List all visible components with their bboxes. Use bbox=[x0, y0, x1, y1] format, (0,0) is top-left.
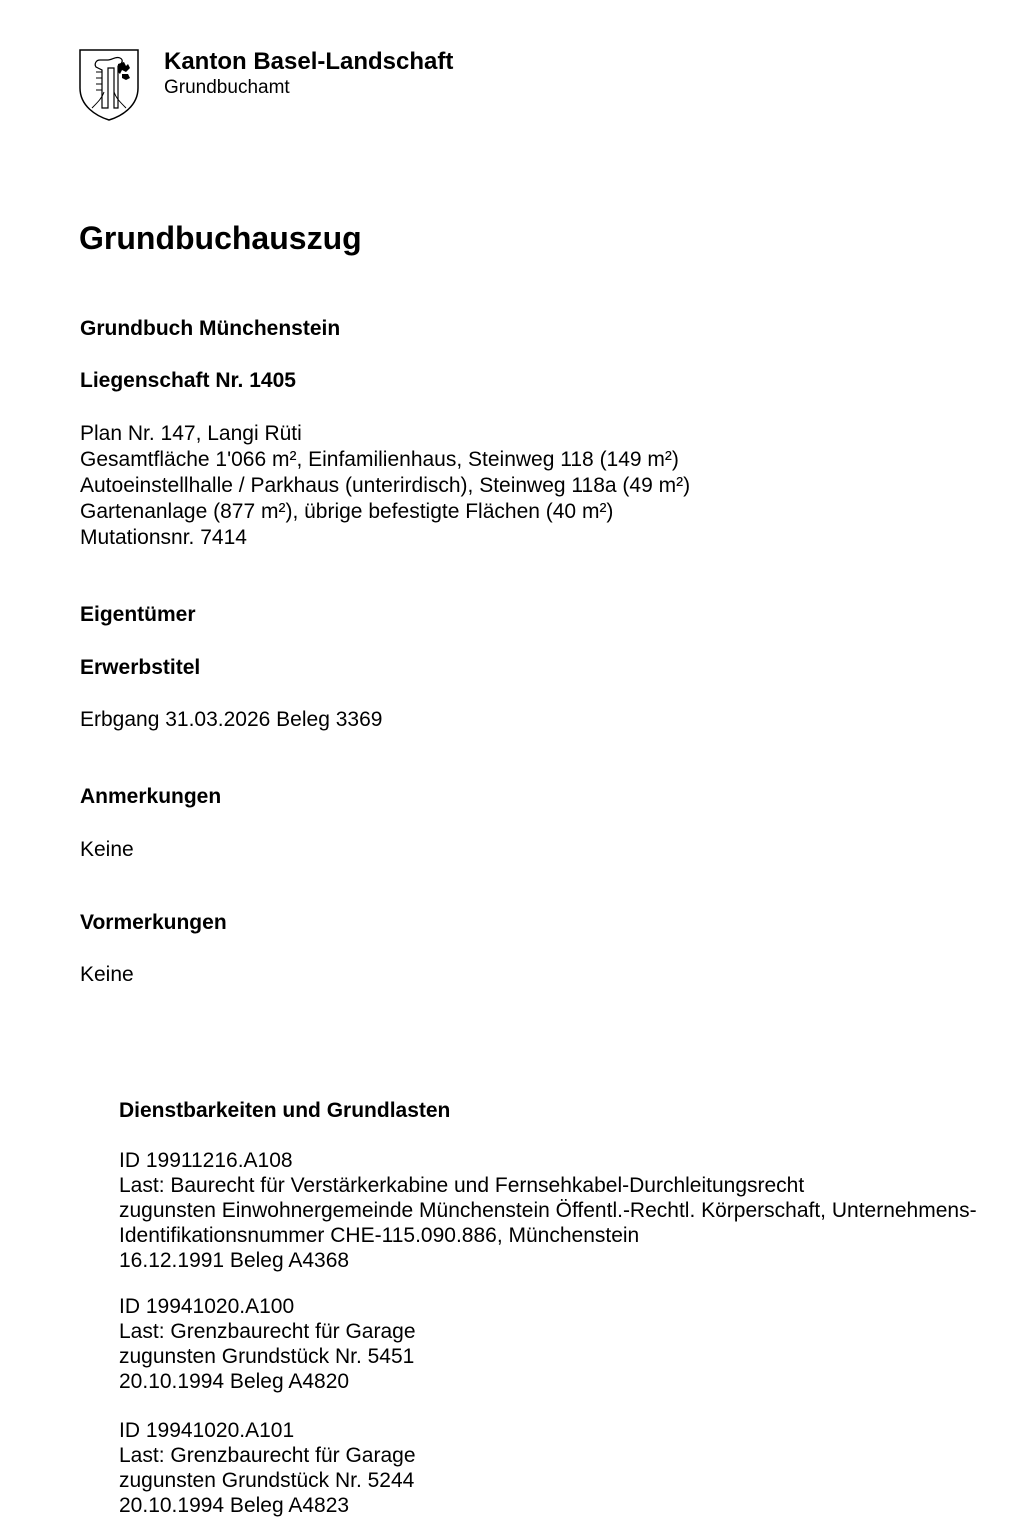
vormerkungen-heading: Vormerkungen bbox=[80, 911, 227, 934]
dienstbarkeiten-heading: Dienstbarkeiten und Grundlasten bbox=[119, 1099, 451, 1122]
property-detail-line: Mutationsnr. 7414 bbox=[80, 526, 247, 549]
servitude-line: Identifikationsnummer CHE-115.090.886, Münchenstein bbox=[119, 1224, 640, 1247]
eigentuemer-heading: Eigentümer bbox=[80, 603, 196, 626]
property-detail-line: Gesamtfläche 1'066 m², Einfamilienhaus, Steinweg 118 (149 m²) bbox=[80, 448, 679, 471]
servitude-id: ID 19941020.A100 bbox=[119, 1295, 295, 1318]
property-detail-line: Autoeinstellhalle / Parkhaus (unterirdisch), Steinweg 118a (49 m²) bbox=[80, 474, 691, 497]
org-department: Grundbuchamt bbox=[164, 77, 290, 98]
servitude-entry bbox=[119, 1294, 416, 1394]
document-title: Grundbuchauszug bbox=[79, 220, 362, 256]
servitude-line: 20.10.1994 Beleg A4820 bbox=[119, 1370, 350, 1393]
org-name: Kanton Basel-Landschaft bbox=[164, 48, 454, 75]
servitude-line: zugunsten Einwohnergemeinde Münchenstein Öffentl.-Rechtl. Körperschaft, Unternehmens- bbox=[119, 1199, 977, 1222]
basel-landschaft-crest-icon bbox=[78, 48, 140, 122]
servitude-id: ID 19911216.A108 bbox=[119, 1149, 293, 1172]
servitude-id: ID 19941020.A101 bbox=[119, 1419, 295, 1442]
servitude-line: zugunsten Grundstück Nr. 5244 bbox=[119, 1469, 415, 1492]
servitude-line: Last: Grenzbaurecht für Garage bbox=[119, 1444, 416, 1467]
servitude-line: 20.10.1994 Beleg A4823 bbox=[119, 1494, 350, 1517]
erwerbstitel-heading: Erwerbstitel bbox=[80, 656, 201, 679]
property-details bbox=[80, 421, 690, 551]
property-detail-line: Plan Nr. 147, Langi Rüti bbox=[80, 422, 302, 445]
servitude-line: Last: Grenzbaurecht für Garage bbox=[119, 1320, 416, 1343]
servitude-entry bbox=[119, 1148, 977, 1273]
property-detail-line: Gartenanlage (877 m²), übrige befestigte Flächen (40 m²) bbox=[80, 500, 614, 523]
grundbuch-heading: Grundbuch Münchenstein bbox=[80, 317, 341, 340]
servitude-line: Last: Baurecht für Verstärkerkabine und Fernsehkabel-Durchleitungsrecht bbox=[119, 1174, 805, 1197]
document-header bbox=[78, 48, 453, 122]
servitude-entry bbox=[119, 1418, 416, 1518]
erwerbstitel-value: Erbgang 31.03.2026 Beleg 3369 bbox=[80, 708, 383, 731]
anmerkungen-heading: Anmerkungen bbox=[80, 785, 222, 808]
vormerkungen-value: Keine bbox=[80, 963, 134, 986]
servitude-line: 16.12.1991 Beleg A4368 bbox=[119, 1249, 350, 1272]
liegenschaft-heading: Liegenschaft Nr. 1405 bbox=[80, 369, 296, 392]
servitude-line: zugunsten Grundstück Nr. 5451 bbox=[119, 1345, 415, 1368]
anmerkungen-value: Keine bbox=[80, 838, 134, 861]
